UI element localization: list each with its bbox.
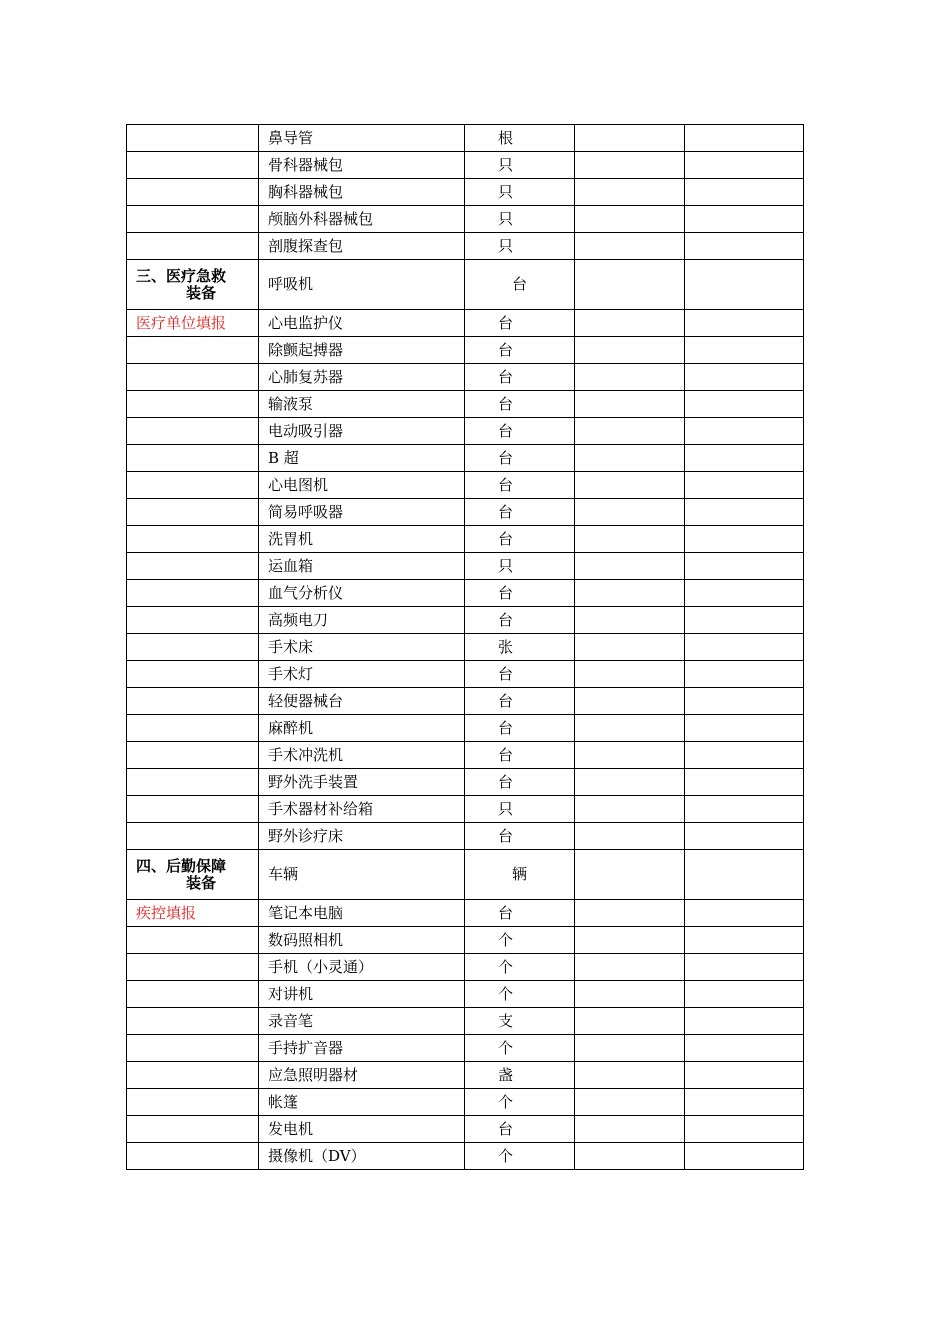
table-row bbox=[127, 742, 804, 769]
item-name: 电动吸引器 bbox=[259, 418, 465, 445]
item-unit: 个 bbox=[465, 954, 575, 981]
table-row bbox=[127, 823, 804, 850]
quantity-cell bbox=[575, 580, 685, 607]
table-row bbox=[127, 715, 804, 742]
category-cell bbox=[127, 981, 259, 1008]
category-cell bbox=[127, 1143, 259, 1170]
remark-cell bbox=[685, 125, 804, 152]
table-row bbox=[127, 472, 804, 499]
category-cell bbox=[127, 445, 259, 472]
quantity-cell bbox=[575, 337, 685, 364]
quantity-cell bbox=[575, 1143, 685, 1170]
category-cell bbox=[127, 1008, 259, 1035]
quantity-cell bbox=[575, 796, 685, 823]
remark-cell bbox=[685, 418, 804, 445]
category-cell bbox=[127, 418, 259, 445]
quantity-cell bbox=[575, 900, 685, 927]
section-title bbox=[127, 260, 259, 310]
quantity-cell bbox=[575, 1008, 685, 1035]
quantity-cell bbox=[575, 233, 685, 260]
item-unit: 台 bbox=[465, 310, 575, 337]
remark-cell bbox=[685, 152, 804, 179]
item-name: 数码照相机 bbox=[259, 927, 465, 954]
table-row bbox=[127, 310, 804, 337]
quantity-cell bbox=[575, 310, 685, 337]
quantity-cell bbox=[575, 661, 685, 688]
item-unit: 辆 bbox=[465, 850, 575, 900]
table-row bbox=[127, 796, 804, 823]
item-unit: 个 bbox=[465, 1035, 575, 1062]
table-row bbox=[127, 391, 804, 418]
quantity-cell bbox=[575, 260, 685, 310]
category-cell bbox=[127, 823, 259, 850]
item-name: 心电监护仪 bbox=[259, 310, 465, 337]
section-title-line2: 装备 bbox=[186, 283, 217, 302]
item-unit: 台 bbox=[465, 715, 575, 742]
table-row bbox=[127, 1008, 804, 1035]
remark-cell bbox=[685, 796, 804, 823]
table-row bbox=[127, 927, 804, 954]
quantity-cell bbox=[575, 1116, 685, 1143]
item-unit: 台 bbox=[465, 445, 575, 472]
category-cell bbox=[127, 688, 259, 715]
item-unit: 盏 bbox=[465, 1062, 575, 1089]
table-row bbox=[127, 661, 804, 688]
category-cell bbox=[127, 1116, 259, 1143]
table-row bbox=[127, 634, 804, 661]
item-unit: 只 bbox=[465, 796, 575, 823]
category-cell bbox=[127, 607, 259, 634]
item-name: 颅脑外科器械包 bbox=[259, 206, 465, 233]
remark-cell bbox=[685, 900, 804, 927]
item-unit: 台 bbox=[465, 769, 575, 796]
item-name: 手持扩音器 bbox=[259, 1035, 465, 1062]
item-name: 手机（小灵通） bbox=[259, 954, 465, 981]
category-cell bbox=[127, 742, 259, 769]
category-cell bbox=[127, 634, 259, 661]
remark-cell bbox=[685, 1008, 804, 1035]
table-row bbox=[127, 769, 804, 796]
remark-cell bbox=[685, 634, 804, 661]
remark-cell bbox=[685, 310, 804, 337]
table-row bbox=[127, 445, 804, 472]
item-unit: 个 bbox=[465, 1143, 575, 1170]
item-name: 帐篷 bbox=[259, 1089, 465, 1116]
quantity-cell bbox=[575, 499, 685, 526]
item-unit: 台 bbox=[465, 900, 575, 927]
section-title-line1: 四、后勤保障 bbox=[136, 856, 227, 875]
item-unit: 台 bbox=[465, 260, 575, 310]
item-unit: 张 bbox=[465, 634, 575, 661]
item-name: 轻便器械台 bbox=[259, 688, 465, 715]
item-unit: 只 bbox=[465, 553, 575, 580]
item-name: 运血箱 bbox=[259, 553, 465, 580]
remark-cell bbox=[685, 364, 804, 391]
item-unit: 台 bbox=[465, 526, 575, 553]
remark-cell bbox=[685, 1143, 804, 1170]
item-name: 呼吸机 bbox=[259, 260, 465, 310]
table-row bbox=[127, 125, 804, 152]
item-name: B 超 bbox=[259, 445, 465, 472]
item-name: 应急照明器材 bbox=[259, 1062, 465, 1089]
item-unit: 只 bbox=[465, 152, 575, 179]
category-cell bbox=[127, 580, 259, 607]
table-row bbox=[127, 364, 804, 391]
category-cell bbox=[127, 954, 259, 981]
remark-cell bbox=[685, 206, 804, 233]
item-name: 洗胃机 bbox=[259, 526, 465, 553]
category-cell bbox=[127, 179, 259, 206]
table-row bbox=[127, 954, 804, 981]
item-unit: 个 bbox=[465, 981, 575, 1008]
remark-cell bbox=[685, 337, 804, 364]
table-row bbox=[127, 526, 804, 553]
item-name: 鼻导管 bbox=[259, 125, 465, 152]
remark-cell bbox=[685, 179, 804, 206]
item-unit: 台 bbox=[465, 391, 575, 418]
item-name: 骨科器械包 bbox=[259, 152, 465, 179]
remark-cell bbox=[685, 580, 804, 607]
item-name: 手术器材补给箱 bbox=[259, 796, 465, 823]
table-row bbox=[127, 981, 804, 1008]
remark-cell bbox=[685, 607, 804, 634]
quantity-cell bbox=[575, 607, 685, 634]
category-cell bbox=[127, 337, 259, 364]
remark-cell bbox=[685, 445, 804, 472]
remark-cell bbox=[685, 715, 804, 742]
section-header-row bbox=[127, 260, 804, 310]
remark-cell bbox=[685, 1089, 804, 1116]
remark-cell bbox=[685, 850, 804, 900]
item-unit: 台 bbox=[465, 688, 575, 715]
category-cell bbox=[127, 472, 259, 499]
category-cell bbox=[127, 553, 259, 580]
item-unit: 只 bbox=[465, 206, 575, 233]
category-cell bbox=[127, 796, 259, 823]
remark-cell bbox=[685, 1062, 804, 1089]
table-row bbox=[127, 1062, 804, 1089]
category-cell bbox=[127, 715, 259, 742]
quantity-cell bbox=[575, 1062, 685, 1089]
table-row bbox=[127, 337, 804, 364]
item-unit: 台 bbox=[465, 607, 575, 634]
table-row bbox=[127, 607, 804, 634]
item-name: 笔记本电脑 bbox=[259, 900, 465, 927]
item-name: 心电图机 bbox=[259, 472, 465, 499]
category-cell bbox=[127, 1062, 259, 1089]
item-unit: 台 bbox=[465, 472, 575, 499]
item-unit: 个 bbox=[465, 927, 575, 954]
remark-cell bbox=[685, 1035, 804, 1062]
remark-cell bbox=[685, 1116, 804, 1143]
quantity-cell bbox=[575, 1035, 685, 1062]
remark-cell bbox=[685, 553, 804, 580]
item-unit: 台 bbox=[465, 661, 575, 688]
table-row bbox=[127, 1089, 804, 1116]
table-row bbox=[127, 206, 804, 233]
remark-cell bbox=[685, 954, 804, 981]
category-cell bbox=[127, 1035, 259, 1062]
quantity-cell bbox=[575, 526, 685, 553]
item-name: 对讲机 bbox=[259, 981, 465, 1008]
category-cell bbox=[127, 152, 259, 179]
item-unit: 台 bbox=[465, 364, 575, 391]
item-unit: 台 bbox=[465, 1116, 575, 1143]
table-row bbox=[127, 553, 804, 580]
item-unit: 台 bbox=[465, 742, 575, 769]
table-row bbox=[127, 233, 804, 260]
quantity-cell bbox=[575, 823, 685, 850]
item-name: 手术床 bbox=[259, 634, 465, 661]
quantity-cell bbox=[575, 954, 685, 981]
item-unit: 支 bbox=[465, 1008, 575, 1035]
item-unit: 个 bbox=[465, 1089, 575, 1116]
quantity-cell bbox=[575, 715, 685, 742]
table-row bbox=[127, 152, 804, 179]
remark-cell bbox=[685, 391, 804, 418]
quantity-cell bbox=[575, 769, 685, 796]
section-title-line1: 三、医疗急救 bbox=[136, 266, 227, 285]
remark-cell bbox=[685, 526, 804, 553]
remark-cell bbox=[685, 742, 804, 769]
quantity-cell bbox=[575, 472, 685, 499]
remark-cell bbox=[685, 661, 804, 688]
remark-cell bbox=[685, 499, 804, 526]
quantity-cell bbox=[575, 850, 685, 900]
item-name: 高频电刀 bbox=[259, 607, 465, 634]
quantity-cell bbox=[575, 179, 685, 206]
remark-cell bbox=[685, 981, 804, 1008]
quantity-cell bbox=[575, 742, 685, 769]
table-row bbox=[127, 900, 804, 927]
category-cell bbox=[127, 125, 259, 152]
quantity-cell bbox=[575, 206, 685, 233]
category-cell bbox=[127, 206, 259, 233]
category-cell bbox=[127, 233, 259, 260]
item-name: 麻醉机 bbox=[259, 715, 465, 742]
item-name: 野外洗手装置 bbox=[259, 769, 465, 796]
item-name: 野外诊疗床 bbox=[259, 823, 465, 850]
category-cell bbox=[127, 661, 259, 688]
item-name: 心肺复苏器 bbox=[259, 364, 465, 391]
quantity-cell bbox=[575, 391, 685, 418]
quantity-cell bbox=[575, 445, 685, 472]
item-name: 除颤起搏器 bbox=[259, 337, 465, 364]
item-name: 简易呼吸器 bbox=[259, 499, 465, 526]
section-title-line2: 装备 bbox=[186, 873, 217, 892]
item-name: 摄像机（DV） bbox=[259, 1143, 465, 1170]
category-cell bbox=[127, 1089, 259, 1116]
item-name: 发电机 bbox=[259, 1116, 465, 1143]
table-row bbox=[127, 580, 804, 607]
category-cell bbox=[127, 391, 259, 418]
quantity-cell bbox=[575, 553, 685, 580]
remark-cell bbox=[685, 260, 804, 310]
item-unit: 根 bbox=[465, 125, 575, 152]
item-name: 剖腹探查包 bbox=[259, 233, 465, 260]
table-row bbox=[127, 418, 804, 445]
item-name: 输液泵 bbox=[259, 391, 465, 418]
remark-cell bbox=[685, 823, 804, 850]
remark-cell bbox=[685, 688, 804, 715]
table-row bbox=[127, 1035, 804, 1062]
item-name: 录音笔 bbox=[259, 1008, 465, 1035]
item-name: 血气分析仪 bbox=[259, 580, 465, 607]
reporter-note: 疾控填报 bbox=[127, 900, 259, 927]
table-row bbox=[127, 1116, 804, 1143]
quantity-cell bbox=[575, 927, 685, 954]
remark-cell bbox=[685, 927, 804, 954]
quantity-cell bbox=[575, 688, 685, 715]
table-row bbox=[127, 688, 804, 715]
quantity-cell bbox=[575, 364, 685, 391]
item-unit: 台 bbox=[465, 580, 575, 607]
item-unit: 台 bbox=[465, 823, 575, 850]
item-name: 手术灯 bbox=[259, 661, 465, 688]
item-unit: 只 bbox=[465, 233, 575, 260]
item-unit: 只 bbox=[465, 179, 575, 206]
remark-cell bbox=[685, 233, 804, 260]
reporter-note: 医疗单位填报 bbox=[127, 310, 259, 337]
item-name: 车辆 bbox=[259, 850, 465, 900]
quantity-cell bbox=[575, 1089, 685, 1116]
category-cell bbox=[127, 364, 259, 391]
quantity-cell bbox=[575, 125, 685, 152]
category-cell bbox=[127, 499, 259, 526]
quantity-cell bbox=[575, 634, 685, 661]
quantity-cell bbox=[575, 981, 685, 1008]
category-cell bbox=[127, 526, 259, 553]
equipment-table bbox=[126, 124, 804, 1170]
table-row bbox=[127, 179, 804, 206]
table-row bbox=[127, 499, 804, 526]
category-cell bbox=[127, 927, 259, 954]
quantity-cell bbox=[575, 418, 685, 445]
item-name: 手术冲洗机 bbox=[259, 742, 465, 769]
remark-cell bbox=[685, 472, 804, 499]
item-unit: 台 bbox=[465, 499, 575, 526]
category-cell bbox=[127, 769, 259, 796]
table-row bbox=[127, 1143, 804, 1170]
quantity-cell bbox=[575, 152, 685, 179]
item-unit: 台 bbox=[465, 418, 575, 445]
item-name: 胸科器械包 bbox=[259, 179, 465, 206]
item-unit: 台 bbox=[465, 337, 575, 364]
section-title bbox=[127, 850, 259, 900]
remark-cell bbox=[685, 769, 804, 796]
section-header-row bbox=[127, 850, 804, 900]
